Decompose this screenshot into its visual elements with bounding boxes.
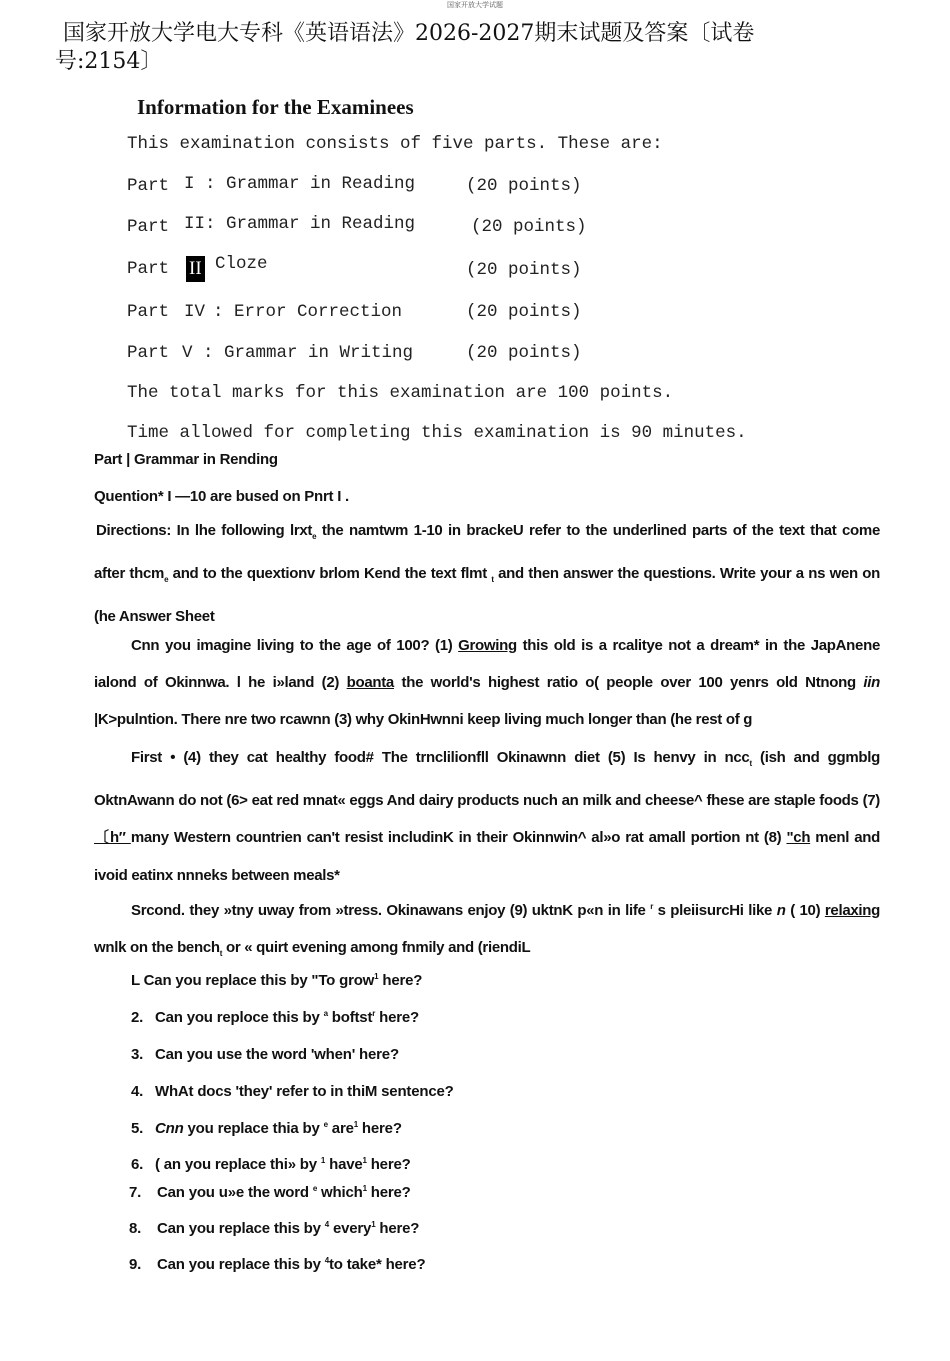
part-1-name: : Grammar in Reading: [205, 174, 416, 194]
part-4-points: (20 points): [466, 302, 582, 322]
question-8: 8. Can you replace this by $^4$ every$^1$ here?: [129, 1220, 420, 1237]
exam-title-line1: 国家开放大学电大专科《英语语法》2026-2027期末试题及答案〔试卷: [63, 21, 755, 46]
question-9: 9. Can you replace this by $^4$to take* here?: [129, 1256, 426, 1273]
part-5-num: V: [182, 343, 193, 363]
part-4-num: IV: [184, 302, 206, 322]
exam-title: [55, 20, 845, 76]
part-2-name: : Grammar in Reading: [205, 214, 416, 234]
question-4: 4. WhAt docs 'they' refer to in thiM sentence?: [131, 1083, 454, 1100]
part-5-label: Part: [127, 343, 170, 363]
part-5-name: : Grammar in Writing: [203, 343, 414, 363]
exam-title-line2: 号:2154〕: [55, 49, 163, 74]
question-2: 2. Can you reploce this by $^a$ boftst$^r$ here?: [131, 1009, 419, 1026]
question-1: L Can you replace this by "To grow$^1$ here?: [131, 972, 423, 989]
part-1-label: Part: [127, 176, 170, 196]
info-intro: This examination consists of five parts. These are:: [127, 134, 663, 154]
part-3-name: Cloze: [215, 254, 268, 274]
part-5-points: (20 points): [466, 343, 582, 363]
questions-range: Quention* I —10 are bused on Pnrt I .: [94, 488, 349, 505]
part-2-points: (20 points): [471, 217, 587, 237]
part-4-label: Part: [127, 302, 170, 322]
question-5: 5. Cnn you replace thia by $^e$ are$^1$ here?: [131, 1120, 402, 1137]
directions: Directions: In lhe following lrxt$_e$ the namtwm 1-10 in brackeU refer to the underlined parts of the text that come after thcm$_e$ and to the quextionv brlom Kend the text flmt $_t$ and then answer the questions. Write your a ns wen on (he Answer Sheet: [94, 522, 880, 626]
passage-paragraph-3: Srcond. they »tny uway from »tress. Okinawans enjoy (9) uktnK p«n in life $^r$ s pleiisurcHi like n ( 10) relaxing wnlk on the bench$_t$ or « quirt evening among fnmily and (riendiL: [94, 902, 881, 959]
underlined-2: boanta: [346, 674, 394, 692]
part-3-label: Part: [127, 259, 170, 279]
part-3-num: II: [186, 256, 205, 282]
underlined-7: 〔h″: [94, 829, 131, 847]
underlined-8: "ch: [786, 829, 811, 847]
section-heading: Part | Grammar in Rending: [94, 451, 278, 468]
directions-label: Directions: [96, 522, 167, 539]
question-3: 3. Can you use the word 'when' here?: [131, 1046, 399, 1063]
info-heading: Information for the Examinees: [137, 95, 414, 119]
part-1-points: (20 points): [466, 176, 582, 196]
underlined-1: Growing: [458, 637, 517, 654]
part-3-points: (20 points): [466, 260, 582, 280]
underlined-10: relaxing: [824, 902, 881, 919]
part-3-num-box: [186, 256, 205, 282]
question-6: 6. ( an you replace thi» by $^1$ have$^1$ here?: [131, 1156, 411, 1173]
part-2-label: Part: [127, 217, 170, 237]
part-1-num: I: [184, 174, 195, 194]
question-7: 7. Can you u»e the word $^e$ which$^1$ here?: [129, 1184, 411, 1201]
part-2-num: II: [184, 214, 206, 234]
total-marks: The total marks for this examination are 100 points.: [127, 383, 674, 403]
part-4-name: : Error Correction: [213, 302, 403, 322]
page-header-note: 国家开放大学试题: [447, 1, 503, 9]
passage-paragraph-1: Cnn you imagine living to the age of 100? (1) Growing this old is a rcalitye not a dream* in the JapAnene ialond of Okinnwa. l he i»land (2) boanta the world's highest ratio o( people over 100 yenrs old Ntnong iin |K>pulntion. There nre two rcawnn (3) why OkinHwnni keep living much longer than (he rest of g: [94, 637, 880, 729]
passage-paragraph-2: First • (4) they cat healthy food# The trnclilionfll Okinawnn diet (5) Is henvy in ncc$_t$ (ish and ggmblg OktnAwann do not (6> eat red mnat« eggs And dairy products nuch an milk and cheese^ fhese are staple foods (7)〔h″ many Western countrien can't resist includinK in their Okinnwin^ al»o rat amall portion nt (8) "ch menl and ivoid eatinx nnneks between meals*: [94, 749, 880, 884]
time-allowed: Time allowed for completing this examination is 90 minutes.: [127, 423, 747, 443]
